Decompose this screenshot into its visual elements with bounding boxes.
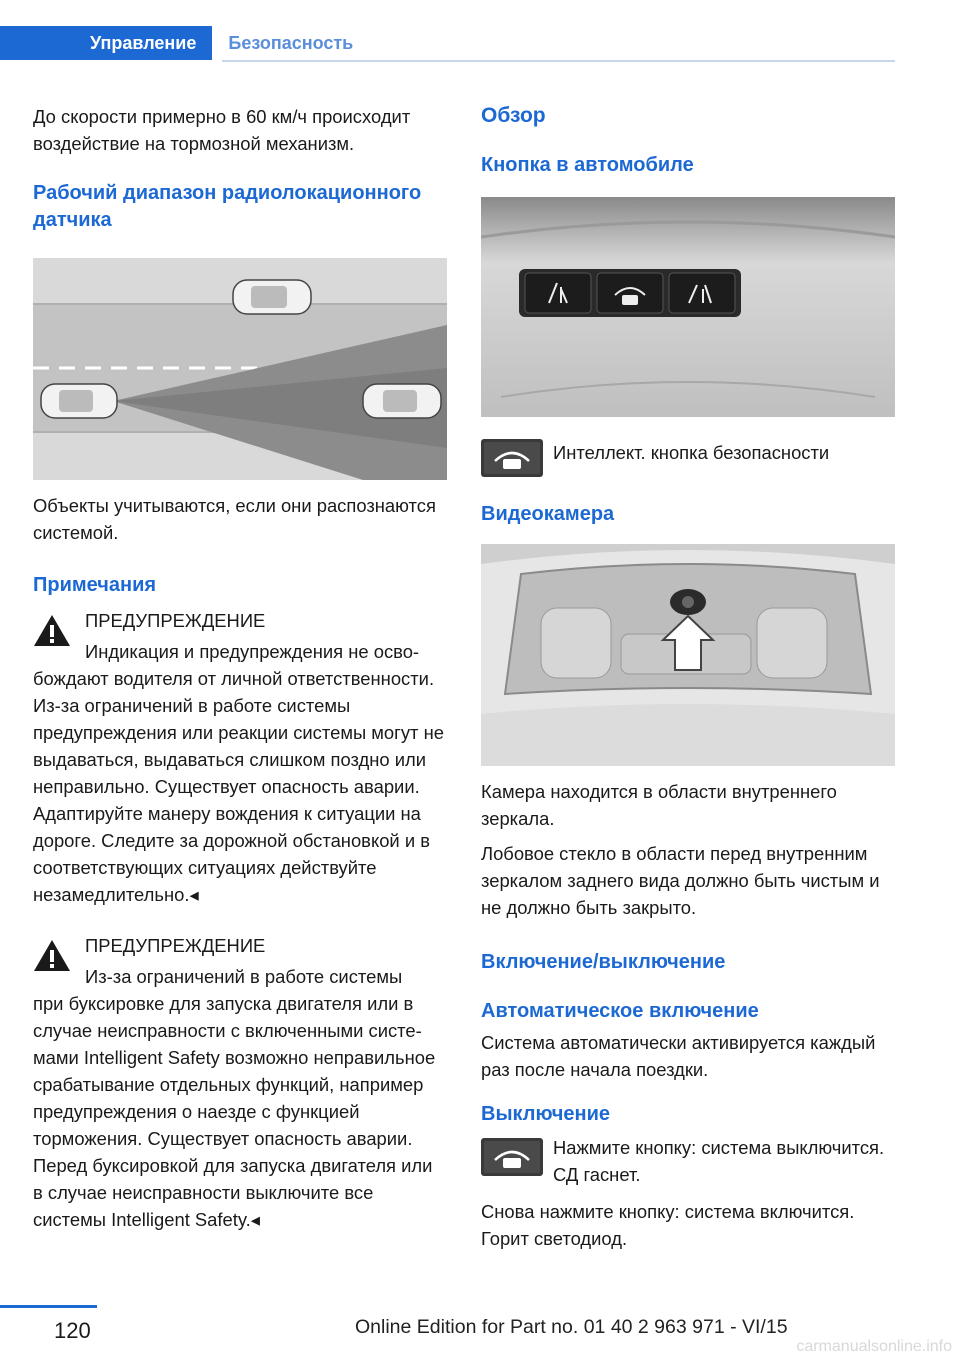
tab-control[interactable]: Управление (0, 26, 212, 60)
header-rule (222, 60, 895, 62)
left-column (33, 96, 447, 1233)
windshield-clean-text: Лобовое стекло в области перед внутренним зеркалом заднего вида должно быть чистым и не должно быть закрыто. (481, 843, 880, 918)
overview-heading: Обзор (481, 104, 546, 127)
button-caption: Интеллект. кнопка безопасности (553, 442, 830, 463)
off-heading: Выключение (481, 1103, 611, 1125)
off-instruction-text: Нажмите кнопку: система выключится. СД гаснет. (553, 1137, 885, 1185)
warning-title: ПРЕДУПРЕЖДЕНИЕ (85, 610, 266, 631)
range-caption: Объекты учитываются, если они распознаются системой. (33, 495, 436, 543)
radar-range-figure (33, 258, 447, 480)
footer-rule (0, 1305, 97, 1308)
warning-text-first-line: Индикация и предупреждения не осво- (85, 641, 420, 662)
onoff-heading: Включение/выключение (481, 951, 726, 973)
tab-safety[interactable]: Безопасность (228, 33, 354, 53)
warning-block-2 (33, 932, 447, 1233)
page-number: 120 (54, 1318, 91, 1343)
auto-on-heading: Автоматическое включение (481, 1000, 759, 1022)
warning-triangle-icon (33, 613, 71, 647)
button-heading: Кнопка в автомобиле (481, 154, 694, 176)
warning-block-1 (33, 607, 447, 908)
camera-photo (481, 544, 895, 766)
warning-triangle-icon (33, 938, 71, 972)
car-left (41, 384, 117, 418)
off-instruction-row (481, 1134, 895, 1188)
radar-range-illustration (33, 258, 447, 480)
turn-on-again-text: Снова нажмите кнопку: система включится. Горит светодиод. (481, 1201, 855, 1249)
intro-text: До скорости примерно в 60 км/ч происходит воздействие на тормозной механизм. (33, 106, 411, 154)
warning-text: при буксировке для запуска двигателя или в случае неисправности с включенными системами Intelligent Safety возможно неправильное срабатывание отдельных функций, например предупреждения о наезде с функцией торможения. Существует опасность аварии. Перед буксировкой для запуска двигателя или в случае неисправности выключите все системы Intelligent Safety.◂ (33, 993, 436, 1230)
safety-button-icon (481, 1138, 543, 1176)
notes-heading: Примечания (33, 574, 157, 596)
right-column (481, 96, 895, 1252)
camera-location-text: Камера находится в области внутреннего зеркала. (481, 781, 837, 829)
button-caption-row (481, 435, 895, 479)
watermark: carmanualsonline.info (796, 1338, 952, 1355)
button-photo (481, 197, 895, 417)
header-tabs (0, 26, 369, 60)
button-panel-illustration (481, 197, 895, 417)
range-heading: Рабочий диапазон радиолокационного датчика (33, 182, 422, 231)
car-top (233, 280, 311, 314)
camera-windshield-illustration (481, 544, 895, 766)
warning-text-first-line: Из-за ограничений в работе системы (85, 966, 403, 987)
edition-text: Online Edition for Part no. 01 40 2 963 971 - VI/15 (355, 1316, 788, 1338)
safety-button-icon (481, 439, 543, 477)
warning-title: ПРЕДУПРЕЖДЕНИЕ (85, 935, 266, 956)
auto-on-text: Система автоматически активируется каждый раз после начала поездки. (481, 1032, 876, 1080)
warning-text: бождают водителя от личной ответственности. Из-за ограничений в работе системы предупреждения или реакции системы могут не выдаваться, выдаваться слишком поздно или неправильно. Существует опасность аварии. Адаптируйте манеру вождения к ситуации на дороге. Следите за дорожной обстановкой и в соответствующих ситуациях действуйте незамедлительно.◂ (33, 668, 444, 905)
camera-heading: Видеокамера (481, 503, 615, 525)
car-right (363, 384, 441, 418)
